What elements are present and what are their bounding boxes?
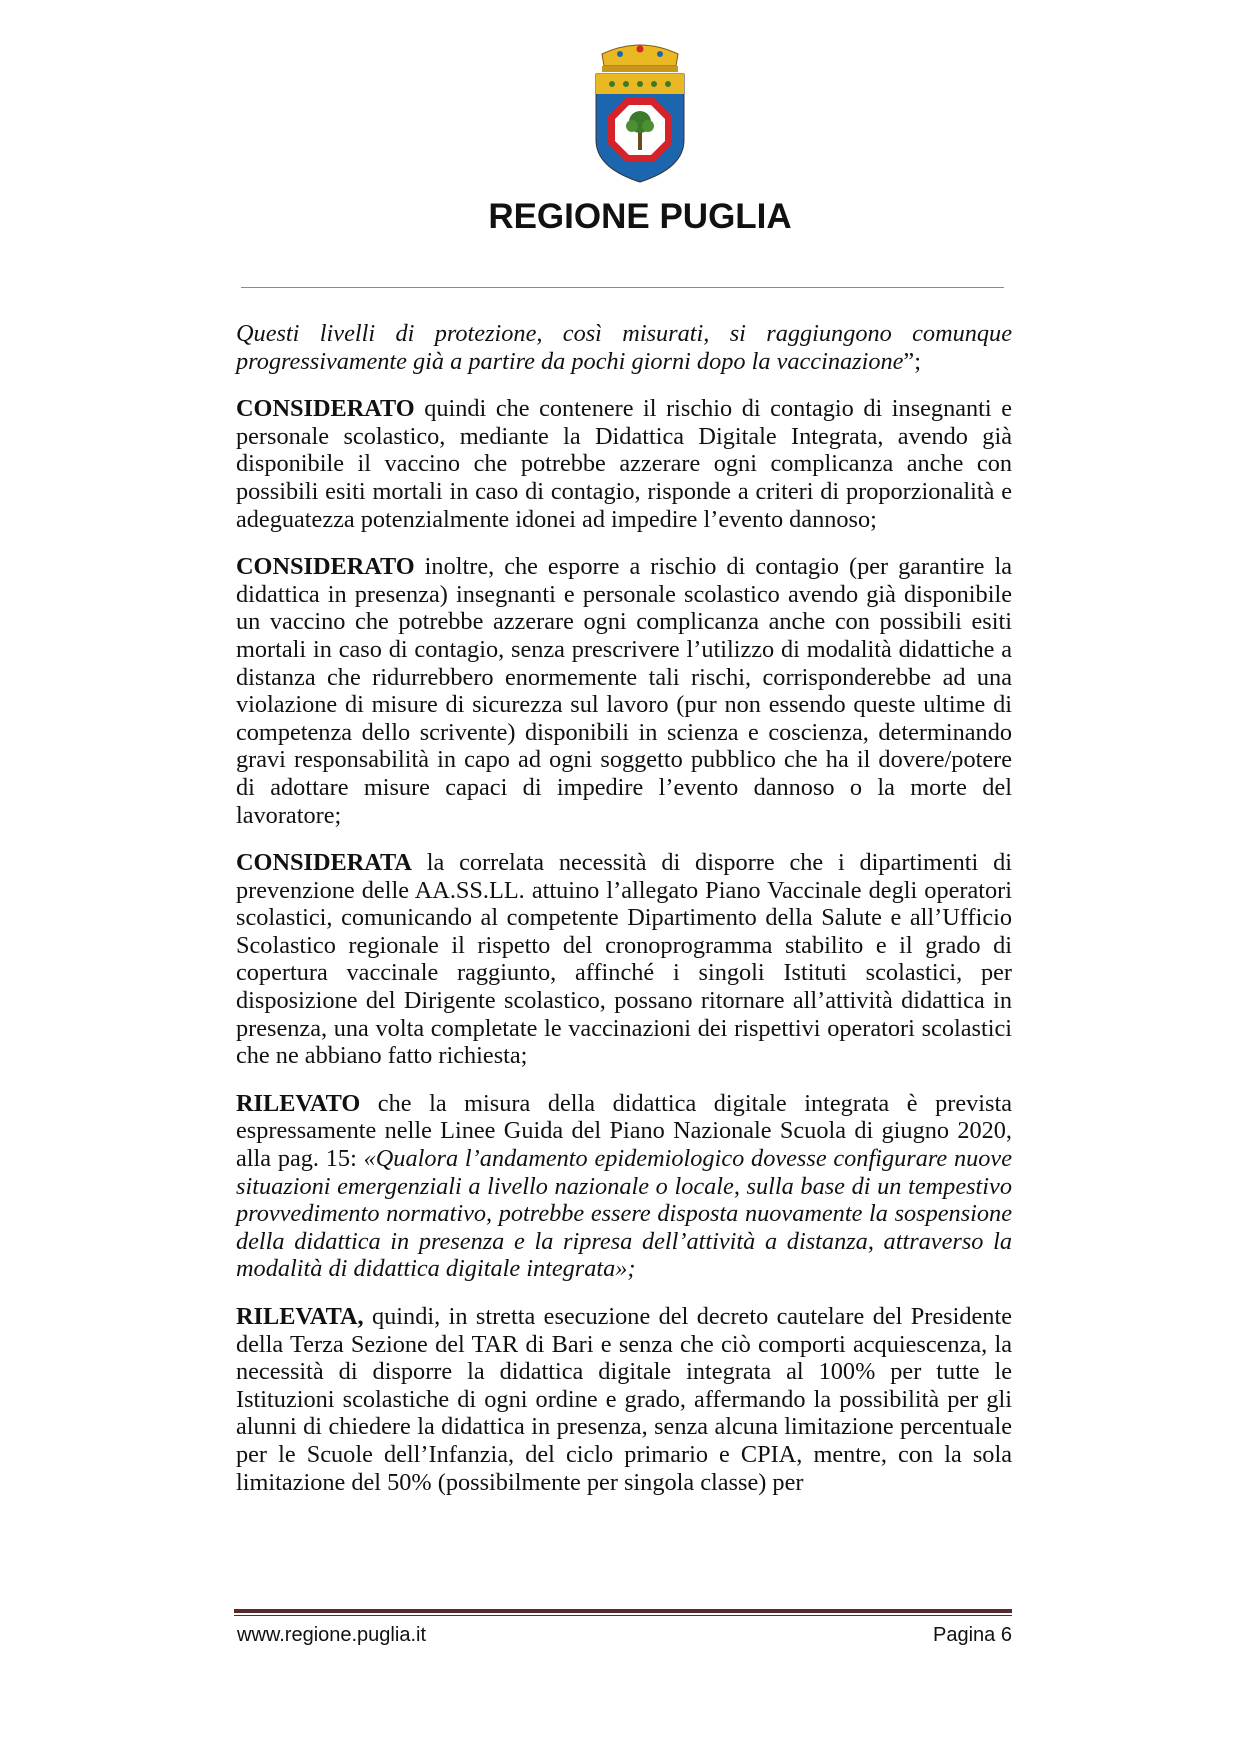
page-number: Pagina 6 bbox=[933, 1624, 1012, 1646]
heading-word: CONSIDERATA bbox=[236, 849, 412, 877]
document-body bbox=[236, 320, 1012, 1516]
footer-divider-thin bbox=[234, 1615, 1012, 1616]
heading-word: RILEVATA, bbox=[236, 1303, 364, 1330]
footer-website-link[interactable]: www.regione.puglia.it bbox=[237, 1624, 426, 1646]
heading-word: RILEVATO bbox=[236, 1089, 361, 1117]
header-divider bbox=[241, 287, 1004, 288]
regione-puglia-coat-of-arms-icon bbox=[590, 40, 690, 185]
paragraph-5: RILEVATO che la misura della didattica digitale integrata è prevista espressamente nelle Linee Guida del Piano Nazionale Scuola di giugno 2020, alla pag. 15: «Qualora l’andamento epidemiologico dovesse configurare nuove situazioni emergenziali a livello nazionale o locale, sulla base di un tempestivo provvedimento normativo, potrebbe essere disposta nuovamente la sospensione della didattica in presenza e la ripresa dell’attività a distanza, attraverso la modalità di didattica digitale integrata»; bbox=[236, 1089, 1012, 1283]
quote-text: Questi livelli di protezione, così misurati, si raggiungono comunque progressivamente già a partire da pochi giorni dopo la vaccinazione bbox=[236, 320, 1012, 375]
paragraph-6: RILEVATA, quindi, in stretta esecuzione del decreto cautelare del Presidente della Terza Sezione del TAR di Bari e senza che ciò comporti acquiescenza, la necessità di disporre la didattica digitale integrata al 100% per tutte le Istituzioni scolastiche di ogni ordine e grado, affermando la possibilità per gli alunni di chiedere la didattica in presenza, senza alcuna limitazione percentuale per le Scuole dell’Infanzia, del ciclo primario e CPIA, mentre, con la sola limitazione del 50% (possibilmente per singola classe) per bbox=[236, 1303, 1012, 1496]
paragraph-3: CONSIDERATO inoltre, che esporre a rischio di contagio (per garantire la didattica in presenza) insegnanti e personale scolastico avendo già disponibile un vaccino che potrebbe azzerare ogni complicanza anche con possibili esiti mortali in caso di contagio, senza prescrivere l’utilizzo di modalità didattiche a distanza che ridurrebbero enormemente tali rischi, corrisponderebbe ad una violazione di misure di sicurezza sul lavoro (pur non essendo queste ultime di competenza dello scrivente) disponibili in scienza e coscienza, determinando gravi responsabilità in capo ad ogni soggetto pubblico che ha il dovere/potere di adottare misure capaci di impedire l’evento dannoso o la morte del lavoratore; bbox=[236, 553, 1012, 829]
footer-divider bbox=[234, 1609, 1012, 1613]
quote-text: «Qualora l’andamento epidemiologico dovesse configurare nuove situazioni emergenziali a livello nazionale o locale, sulla base di un tempestivo provvedimento normativo, potrebbe essere disposta nuovamente la sospensione della didattica in presenza e la ripresa dell’attività a distanza, attraverso la modalità di didattica digitale integrata»; bbox=[236, 1145, 1012, 1283]
paragraph-2: CONSIDERATO quindi che contenere il rischio di contagio di insegnanti e personale scolastico, mediante la Didattica Digitale Integrata, avendo già disponibile il vaccino che potrebbe azzerare ogni complicanza anche con possibili esiti mortali in caso di contagio, risponde a criteri di proporzionalità e adeguatezza potenzialmente idonei ad impedire l’evento dannoso; bbox=[236, 395, 1012, 533]
heading-word: CONSIDERATO bbox=[236, 553, 415, 581]
brand-title: REGIONE PUGLIA bbox=[488, 197, 792, 236]
paragraph-4: CONSIDERATA la correlata necessità di disporre che i dipartimenti di prevenzione delle AA.SS.LL. attuino l’allegato Piano Vaccinale degli operatori scolastici, comunicando al competente Dipartimento della Salute e all’Ufficio Scolastico regionale il rispetto del cronoprogramma stabilito e il grado di copertura vaccinale raggiunto, affinché i singoli Istituti scolastici, per disposizione del Dirigente scolastico, possano ritornare all’attività didattica in presenza, una volta completate le vaccinazioni dei rispettivi operatori scolastici che ne abbiano fatto richiesta; bbox=[236, 849, 1012, 1070]
paragraph-1: Questi livelli di protezione, così misurati, si raggiungono comunque progressivamente già a partire da pochi giorni dopo la vaccinazione”; bbox=[236, 320, 1012, 375]
heading-word: CONSIDERATO bbox=[236, 395, 415, 423]
